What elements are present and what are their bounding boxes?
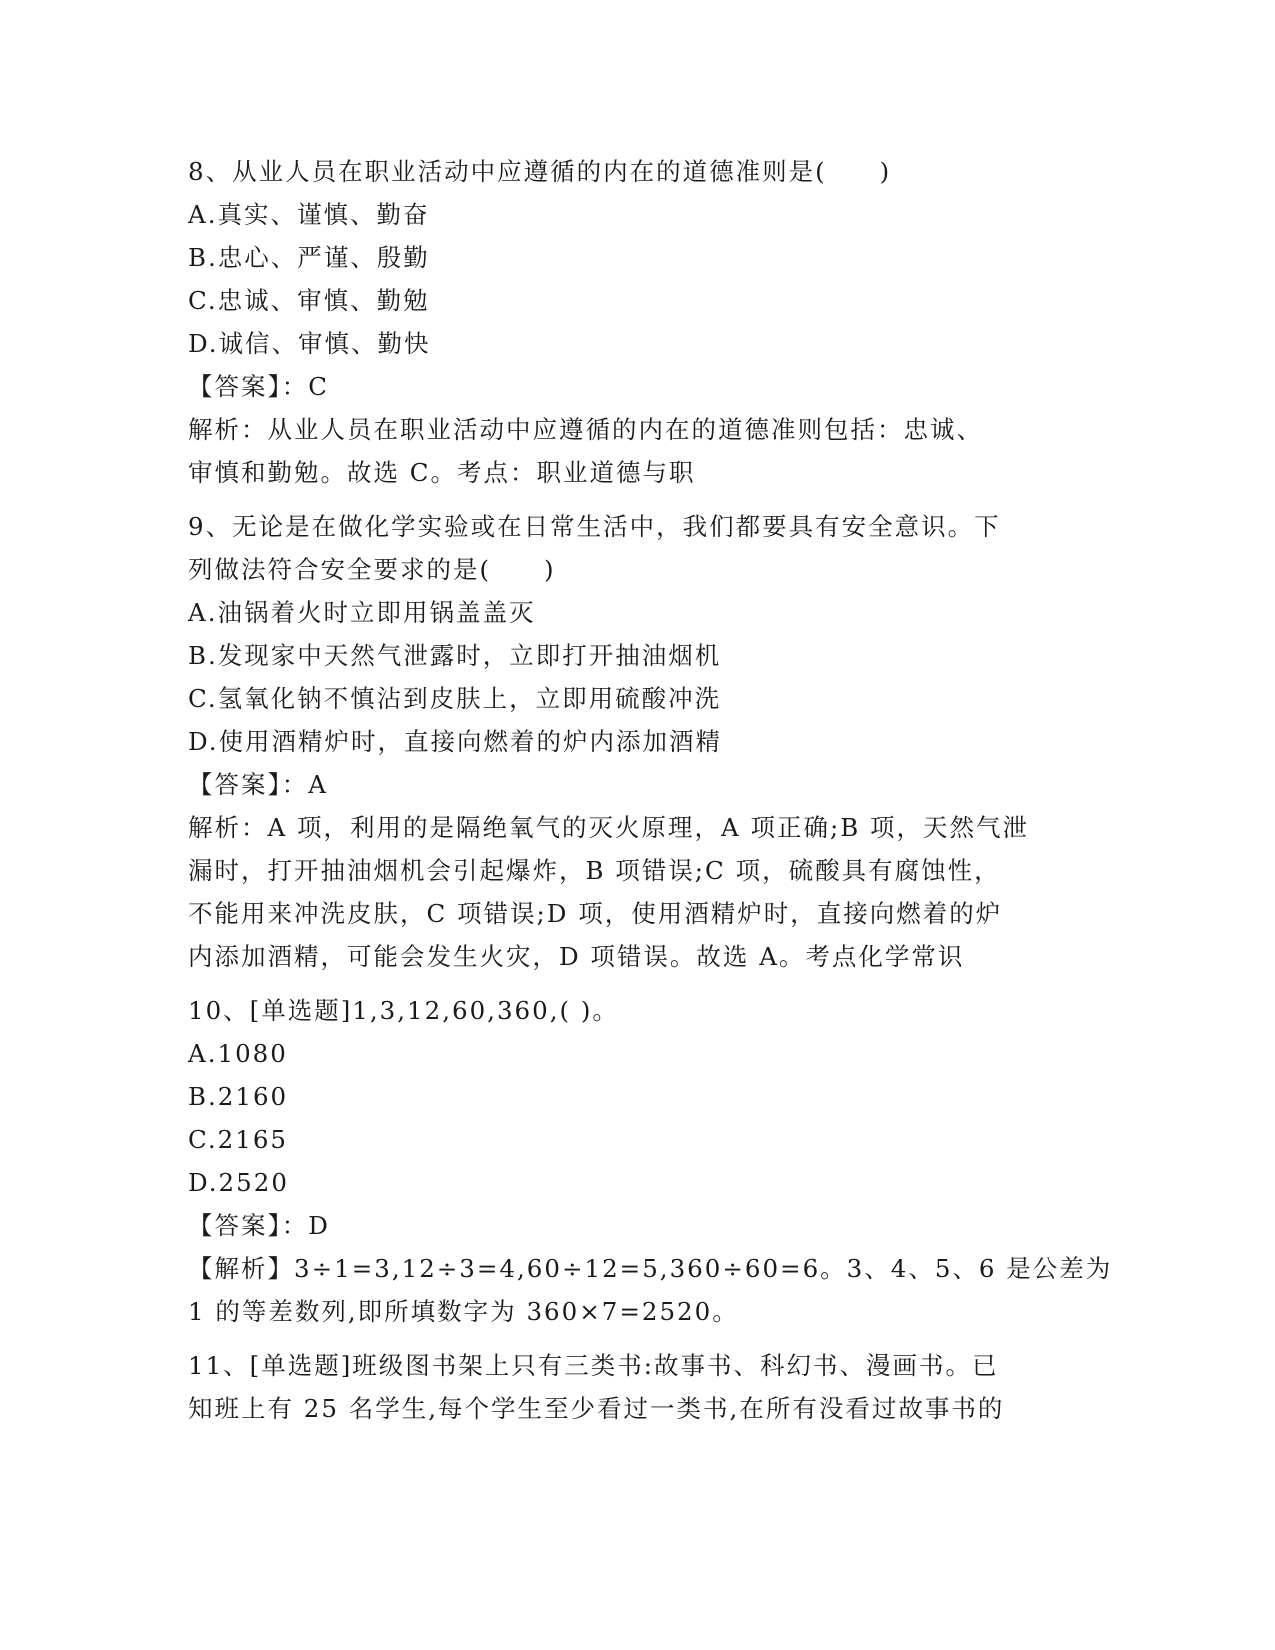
question-text: 8、从业人员在职业活动中应遵循的内在的道德准则是( ) — [188, 157, 892, 186]
answer-line: 【答案】：D — [188, 1211, 330, 1240]
analysis-line: 漏时，打开抽油烟机会引起爆炸，B 项错误;C 项，硫酸具有腐蚀性， — [188, 856, 1001, 885]
question-text: 9、无论是在做化学实验或在日常生活中，我们都要具有安全意识。下 — [188, 512, 1001, 541]
option-a: A.1080 — [188, 1039, 288, 1068]
option-b: B.2160 — [188, 1082, 289, 1111]
option-b: B.忠心、严谨、殷勤 — [188, 243, 430, 272]
option-a: A.真实、谨慎、勤奋 — [188, 200, 430, 229]
question-10 — [188, 989, 1113, 1333]
option-b: B.发现家中天然气泄露时，立即打开抽油烟机 — [188, 641, 722, 670]
question-11 — [188, 1344, 1088, 1430]
question-8 — [188, 150, 1088, 494]
question-text: 11、[单选题]班级图书架上只有三类书:故事书、科幻书、漫画书。已 — [188, 1351, 999, 1380]
analysis-line: 解析：A 项，利用的是隔绝氧气的灭火原理，A 项正确;B 项，天然气泄 — [188, 813, 1030, 842]
question-text: 知班上有 25 名学生,每个学生至少看过一类书,在所有没看过故事书的 — [188, 1394, 1005, 1423]
analysis-line: 审慎和勤勉。故选 C。考点：职业道德与职 — [188, 458, 696, 487]
analysis-line: 【解析】3÷1=3,12÷3=4,60÷12=5,360÷60=6。3、4、5、6 是公差为 — [188, 1254, 1113, 1283]
option-d: D.使用酒精炉时，直接向燃着的炉内添加酒精 — [188, 727, 723, 756]
option-c: C.2165 — [188, 1125, 289, 1154]
answer-line: 【答案】：C — [188, 372, 329, 401]
option-d: D.2520 — [188, 1168, 289, 1197]
analysis-line: 内添加酒精，可能会发生火灾，D 项错误。故选 A。考点化学常识 — [188, 942, 965, 971]
answer-line: 【答案】：A — [188, 770, 328, 799]
option-d: D.诚信、审慎、勤快 — [188, 329, 431, 358]
question-9 — [188, 505, 1088, 978]
question-text: 列做法符合安全要求的是( ) — [188, 555, 556, 584]
page-content — [188, 150, 1113, 1430]
question-gap — [188, 494, 1088, 505]
question-text: 10、[单选题]1,3,12,60,360,( )。 — [188, 996, 619, 1025]
analysis-line: 1 的等差数列,即所填数字为 360×7=2520。 — [188, 1297, 739, 1326]
analysis-line: 不能用来冲洗皮肤，C 项错误;D 项，使用酒精炉时，直接向燃着的炉 — [188, 899, 1003, 928]
question-gap — [188, 1333, 1088, 1344]
analysis-line: 解析：从业人员在职业活动中应遵循的内在的道德准则包括：忠诚、 — [188, 415, 983, 444]
option-a: A.油锅着火时立即用锅盖盖灭 — [188, 598, 536, 627]
option-c: C.忠诚、审慎、勤勉 — [188, 286, 430, 315]
question-gap — [188, 978, 1088, 989]
option-c: C.氢氧化钠不慎沾到皮肤上，立即用硫酸冲洗 — [188, 684, 722, 713]
